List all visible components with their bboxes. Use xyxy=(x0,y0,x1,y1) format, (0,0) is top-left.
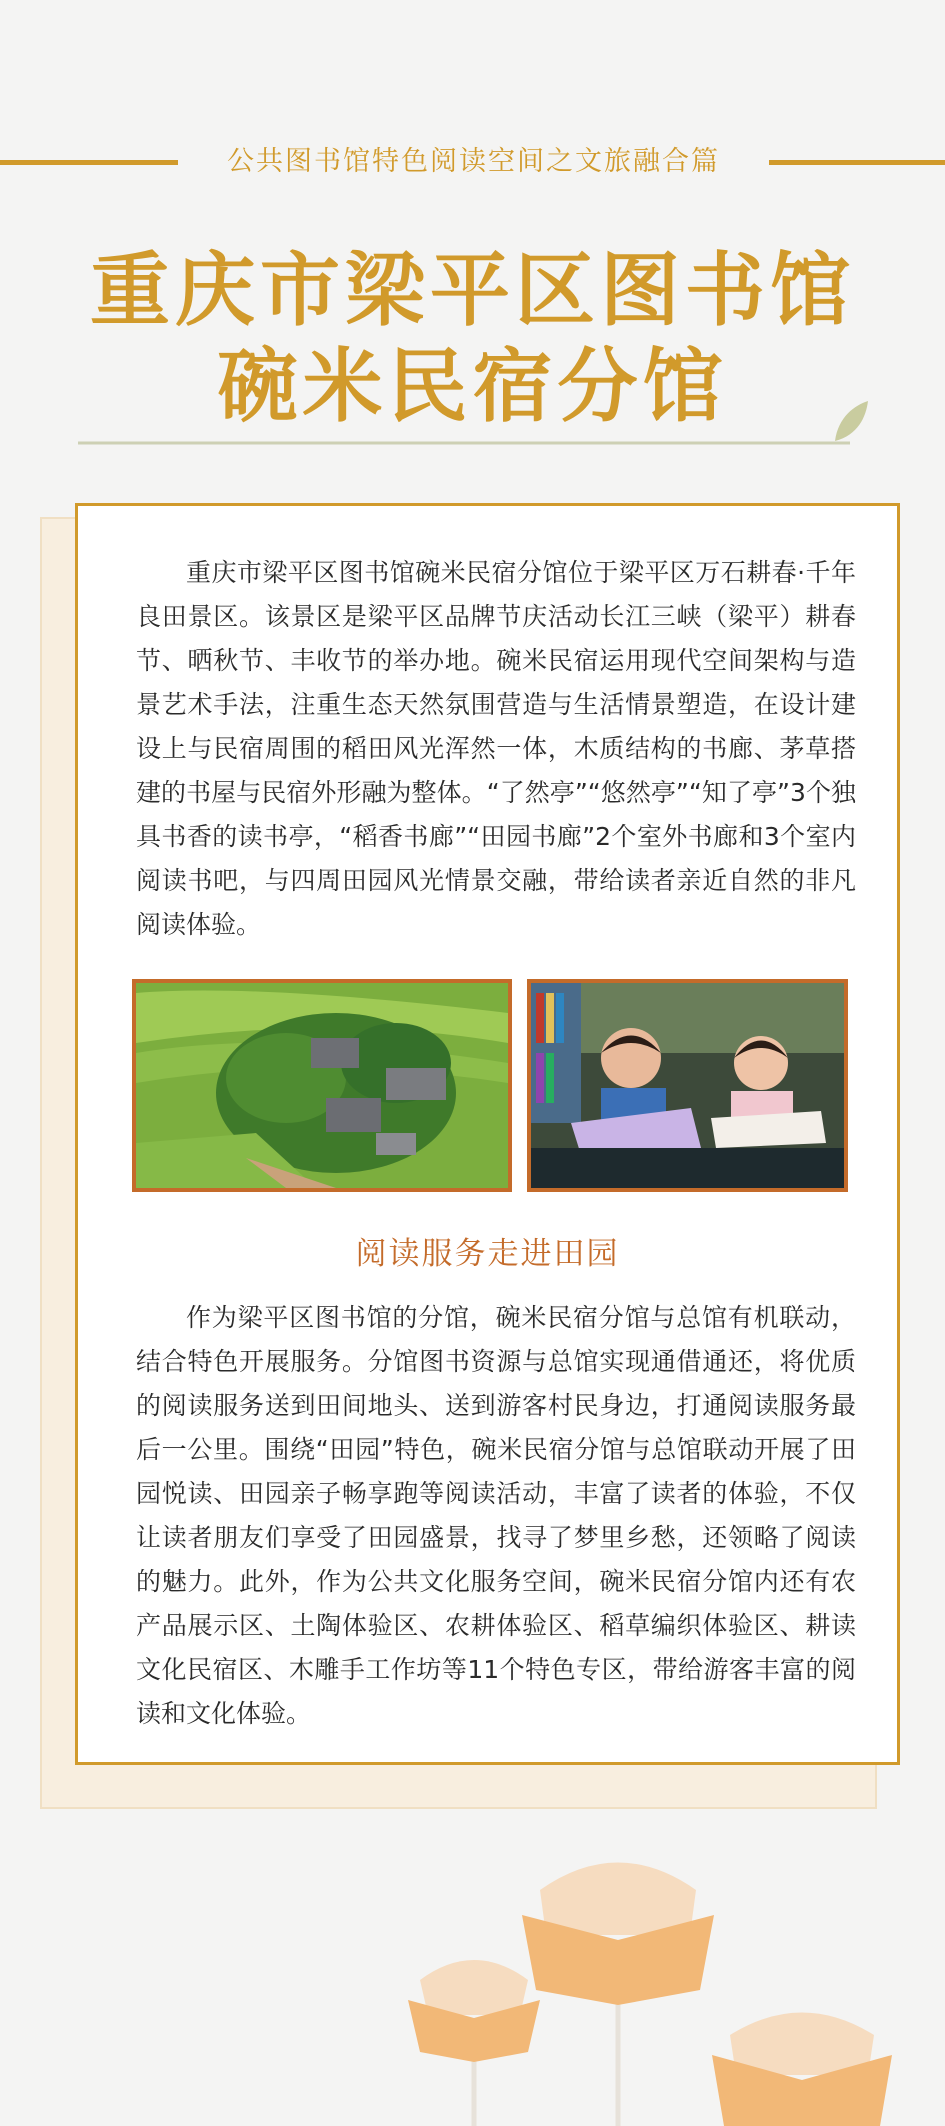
series-label: 公共图书馆特色阅读空间之文旅融合篇 xyxy=(227,146,720,177)
aerial-photo xyxy=(132,979,512,1192)
leaf-icon xyxy=(835,401,868,441)
intro-paragraph: 重庆市梁平区图书馆碗米民宿分馆位于梁平区万石耕春·千年良田景区。该景区是梁平区品牌节庆活动长江三峡（梁平）耕春节、晒秋节、丰收节的举办地。碗米民宿运用现代空间架构与造景艺术手法，注重生态天然氛围营造与生活情景塑造，在设计建设上与民宿周围的稻田风光浑然一体，木质结构的书廊、茅草搭建的书屋与民宿外形融为整体。“了然亭”“悠然亭”“知了亭”3个独具书香的读书亭，“稻香书廊”“田园书廊”2个室外书廊和3个室内阅读书吧，与四周田园风光情景交融，带给读者亲近自然的非凡阅读体验。 xyxy=(136,558,856,939)
page-title-line1: 重庆市梁平区图书馆 xyxy=(90,244,855,337)
section-paragraph: 作为梁平区图书馆的分馆，碗米民宿分馆与总馆有机联动，结合特色开展服务。分馆图书资源与总馆实现通借通还，将优质的阅读服务送到田间地头、送到游客村民身边，打通阅读服务最后一公里。围绕“田园”特色，碗米民宿分馆与总馆联动开展了田园悦读、田园亲子畅享跑等阅读活动，丰富了读者的体验，不仅让读者朋友们享受了田园盛景，找寻了梦里乡愁，还领略了阅读的魅力。此外，作为公共文化服务空间，碗米民宿分馆内还有农产品展示区、土陶体验区、农耕体验区、稻草编织体验区、耕读文化民宿区、木雕手工作坊等11个特色专区，带给游客丰富的阅读和文化体验。 xyxy=(136,1303,856,1728)
book-flower-left xyxy=(408,1960,540,2126)
series-rule-right xyxy=(769,160,945,165)
book-flower-center xyxy=(522,1863,714,2126)
series-bar xyxy=(0,140,945,184)
content-card xyxy=(75,503,900,1765)
page-title-line2: 碗米民宿分馆 xyxy=(217,340,728,433)
book-flower-right xyxy=(712,2013,892,2126)
section-heading: 阅读服务走进田园 xyxy=(355,1236,620,1272)
book-flower-decoration xyxy=(0,1840,945,2126)
series-rule-left xyxy=(0,160,178,165)
children-reading-photo xyxy=(527,979,848,1192)
leaf-underline xyxy=(0,395,945,455)
